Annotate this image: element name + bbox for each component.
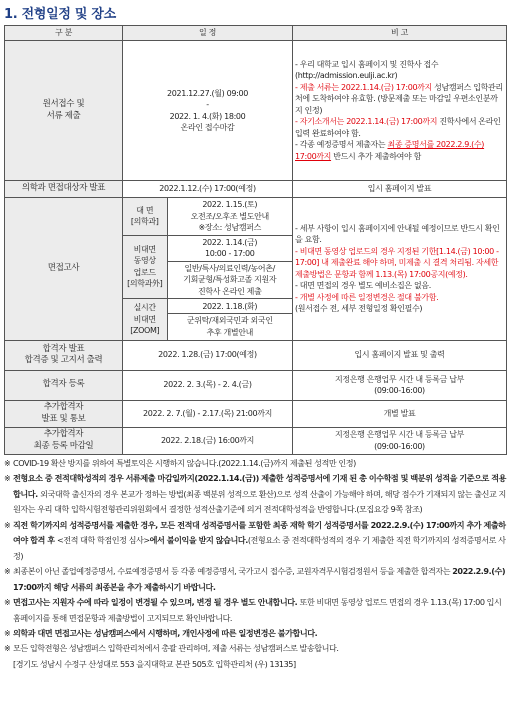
- row-remarks: - 세부 사항이 입시 홈페이지에 안내될 예정이므로 반드시 확인을 요함. - 비대면 동영상 업로드의 경우 지정된 기한[1.14.(금) 10:00 - 17:00] 내 제출완료 해야 하며, 미제출 시 결격 처리됨. 자세한 제출방법은 문항과 함께 1.13.(목) 17:00공지(예정). - 대면 면접의 경우 별도 예비소집은 없음. - 개별 사정에 따른 일정변경은 절대 불가함. (원서접수 전, 세부 전형일정 확인필수): [293, 198, 507, 341]
- interview-type-schedule: 2022. 1.18.(화) 군위탁/재외국민과 외국인 추후 개별안내: [167, 299, 292, 340]
- row-label: 합격자 등록: [5, 370, 123, 400]
- row-remarks: 입시 홈페이지 발표 및 출력: [293, 340, 507, 370]
- interview-type-label: 실시간 비대면 [ZOOM]: [123, 299, 167, 340]
- row-schedule: 2022.1.12.(수) 17:00(예정): [123, 181, 293, 198]
- interview-subtable-cell: [123, 198, 293, 341]
- row-label: 면접고사: [5, 198, 123, 341]
- schedule-table: [4, 25, 507, 455]
- table-row: [5, 41, 507, 181]
- row-remarks: 지정은행 은행업무 시간 내 등록금 납부 (09:00-16:00): [293, 427, 507, 454]
- row-schedule: 2022. 2.18.(금) 16:00까지: [123, 427, 293, 454]
- row-label: 합격자 발표 합격증 및 고지서 출력: [5, 340, 123, 370]
- row-label: 의학과 면접대상자 발표: [5, 181, 123, 198]
- row-remarks: 개별 발표: [293, 400, 507, 427]
- row-label: 원서접수 및 서류 제출: [5, 41, 123, 181]
- note-item: ※ 모든 입학전형은 성남캠퍼스 입학관리처에서 총괄 관리하며, 제출 서류는 성남캠퍼스로 발송합니다.: [4, 643, 339, 654]
- row-schedule: 2022. 2. 7.(월) - 2.17.(목) 21:00까지: [123, 400, 293, 427]
- section-title: 1. 전형일정 및 장소: [4, 7, 116, 22]
- table-row: [5, 370, 507, 400]
- table-header-row: [5, 26, 507, 41]
- row-label: 추가합격자 발표 및 통보: [5, 400, 123, 427]
- interview-type-schedule: 2022. 1.14.(금) 10:00 - 17:00 일반/특사/의료인력/농어촌/ 기회균형/특성화고졸 지원자 진학사 온라인 제출: [167, 235, 292, 299]
- note-item: ※ 의학과 대면 면접고사는 성남캠퍼스에서 시행하며, 개인사정에 따른 일정변경은 불가합니다.: [4, 627, 318, 638]
- header-schedule: 일 정: [123, 26, 293, 41]
- note-item: ※ 최종본이 아닌 졸업예정증명서, 수료예정증명서 등 각종 예정증명서, 국가고시 접수증, 교원자격무시험검정원서 등을 제출한 합격자는 2022.2.9.(수) 17:00까지 해당 서류의 최종본을 추가 제출하시기 바랍니다.: [4, 566, 506, 592]
- row-remarks: - 우리 대학교 입시 홈페이지 및 진학사 접수 (http://admission.eulji.ac.kr) - 제출 서류는 2022.1.14.(금) 17:00까지 성남캠퍼스 입학관리처에 도착하여야 유효함. (방문제출 또는 마감일 우편소인분까지 인정) - 자기소개서는 2022.1.14.(금) 17:00까지 진학사에서 온라인 입력 완료하여야 함. - 각종 예정증명서 제출자는 최종 증명서를 2022.2.9.(수) 17:00까지 반드시 추가 제출하여야 함: [293, 41, 507, 181]
- table-row: [5, 340, 507, 370]
- note-item: ※ 면접고사는 지원자 수에 따라 일정이 변경될 수 있으며, 변경 될 경우 별도 안내합니다. 또한 비대면 동영상 업로드 면접의 경우 1.13.(목) 17:00 입시홈페이지를 통해 면접문항과 제출방법이 고지되므로 확인바랍니다.: [4, 597, 502, 623]
- interview-type-label: 대 면 [의학과]: [123, 198, 167, 235]
- interview-type-label: 비대면 동영상 업로드 [의학과外]: [123, 235, 167, 299]
- note-item: ※ 직전 학기까지의 성적증명서를 제출한 경우, 모든 전적대 성적증명서를 포함한 최종 재학 학기 성적증명서를 2022.2.9.(수) 17:00까지 추가 제출하여야 합격 후 <전적 대학 학점인정 심사>에서 불이익을 받지 않습니다.(전형요소 중 전적대학성적의 경우 기 제출한 직전 학기까지의 성적증명서로 사정): [4, 519, 506, 561]
- header-remarks: 비 고: [293, 26, 507, 41]
- table-row: [5, 198, 507, 341]
- note-item: ※ COVID-19 확산 방지를 위하여 특별토익은 시행하지 않습니다.(2022.1.14.(금)까지 제출된 성적만 인정): [4, 458, 356, 468]
- row-schedule: 2022. 1.28.(금) 17:00(예정): [123, 340, 293, 370]
- row-label: 추가합격자 최종 등록 마감일: [5, 427, 123, 454]
- row-remarks: 지정은행 은행업무 시간 내 등록금 납부 (09:00-16:00): [293, 370, 507, 400]
- address-line: [경기도 성남시 수정구 산성대로 553 을지대학교 본관 505호 입학관리처 (우) 13135]: [13, 658, 296, 669]
- header-category: 구 분: [5, 26, 123, 41]
- row-schedule: 2022. 2. 3.(목) - 2. 4.(금): [123, 370, 293, 400]
- row-remarks: 입시 홈페이지 발표: [293, 181, 507, 198]
- table-row: [5, 427, 507, 454]
- notes-section: [4, 456, 508, 672]
- interview-subtable: [123, 198, 292, 340]
- table-row: [5, 181, 507, 198]
- interview-type-schedule: 2022. 1.15.(토) 오전조/오후조 별도안내 ※장소: 성남캠퍼스: [167, 198, 292, 235]
- table-row: [5, 400, 507, 427]
- note-item: ※ 전형요소 중 전적대학성적의 경우 서류제출 마감일까지(2022.1.14.(금)) 제출한 성적증명서에 기재 된 총 이수학점 및 백분위 성적을 기준으로 적용합니다. 외국대학 출신자의 경우 본교가 정하는 방법(최종 백분위 성적으로 환산)으로 성적 산출이 가능해야 하며, 해당 점수가 기재되지 않는 출신교 지원자는 우리 대학 입학시험전형관리위원회에서 결정한 성적산출기준에 의거 전적대학성적을 반영합니다.(모집요강 9쪽 참조): [4, 473, 506, 515]
- row-schedule: 2021.12.27.(월) 09:00 - 2022. 1. 4.(화) 18:00 온라인 접수마감: [123, 41, 293, 181]
